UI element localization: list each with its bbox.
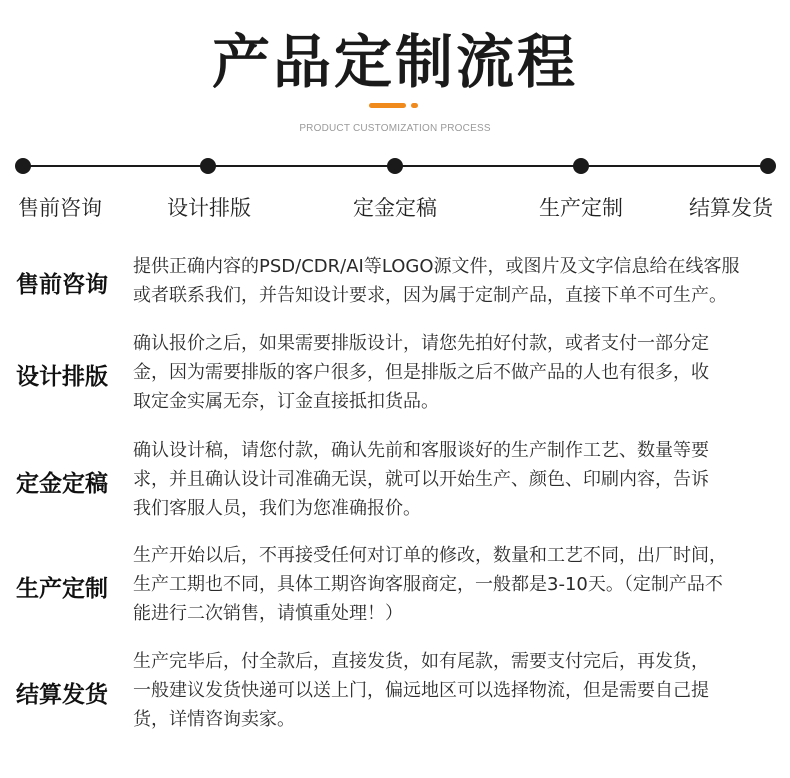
title-accent-bar bbox=[369, 103, 406, 108]
section-text-production: 生产开始以后，不再接受任何对订单的修改，数量和工艺不同，出厂时间， 生产工期也不同，具体工期咨询客服商定，一般都是3-10天。（定制产品不 能进行二次销售，请慎重处理！） bbox=[133, 545, 727, 624]
page-title: 产品定制流程 bbox=[211, 28, 578, 96]
section-title-settlement: 结算发货 bbox=[16, 682, 108, 708]
section-title-design: 设计排版 bbox=[16, 364, 108, 390]
page-subtitle: PRODUCT CUSTOMIZATION PROCESS bbox=[299, 123, 491, 134]
timeline-dot-2 bbox=[200, 158, 216, 174]
timeline-step-label: 定金定稿 bbox=[353, 196, 437, 220]
timeline-step-label: 售前咨询 bbox=[18, 196, 102, 220]
section-text-settlement: 生产完毕后，付全款后，直接发货，如有尾款，需要支付完后，再发货， 一般建议发货快递可以送上门，偏远地区可以选择物流，但是需要自己提 货，详情咨询卖家。 bbox=[133, 651, 709, 730]
timeline-dot-4 bbox=[573, 158, 589, 174]
section-text-deposit: 确认设计稿，请您付款，确认先前和客服谈好的生产制作工艺、数量等要 求，并且确认设计司准确无误，就可以开始生产、颜色、印刷内容，告诉 我们客服人员，我们为您准确报价。 bbox=[133, 440, 709, 519]
timeline-dot-1 bbox=[15, 158, 31, 174]
section-text-design: 确认报价之后，如果需要排版设计，请您先拍好付款，或者支付一部分定 金，因为需要排版的客户很多，但是排版之后不做产品的人也有很多，收 取定金实属无奈，订金直接抵扣货品。 bbox=[133, 333, 709, 412]
timeline-dot-3 bbox=[387, 158, 403, 174]
timeline-step-label: 结算发货 bbox=[689, 196, 773, 220]
timeline-dot-5 bbox=[760, 158, 776, 174]
section-title-presale: 售前咨询 bbox=[16, 272, 108, 298]
section-text-presale: 提供正确内容的PSD/CDR/AI等LOGO源文件，或图片及文字信息给在线客服 或者联系我们，并告知设计要求，因为属于定制产品，直接下单不可生产。 bbox=[133, 256, 740, 306]
section-title-deposit: 定金定稿 bbox=[16, 471, 108, 497]
timeline-step-label: 设计排版 bbox=[167, 196, 251, 220]
section-title-production: 生产定制 bbox=[16, 576, 108, 602]
timeline-step-label: 生产定制 bbox=[539, 196, 623, 220]
title-accent-dot bbox=[411, 103, 418, 108]
